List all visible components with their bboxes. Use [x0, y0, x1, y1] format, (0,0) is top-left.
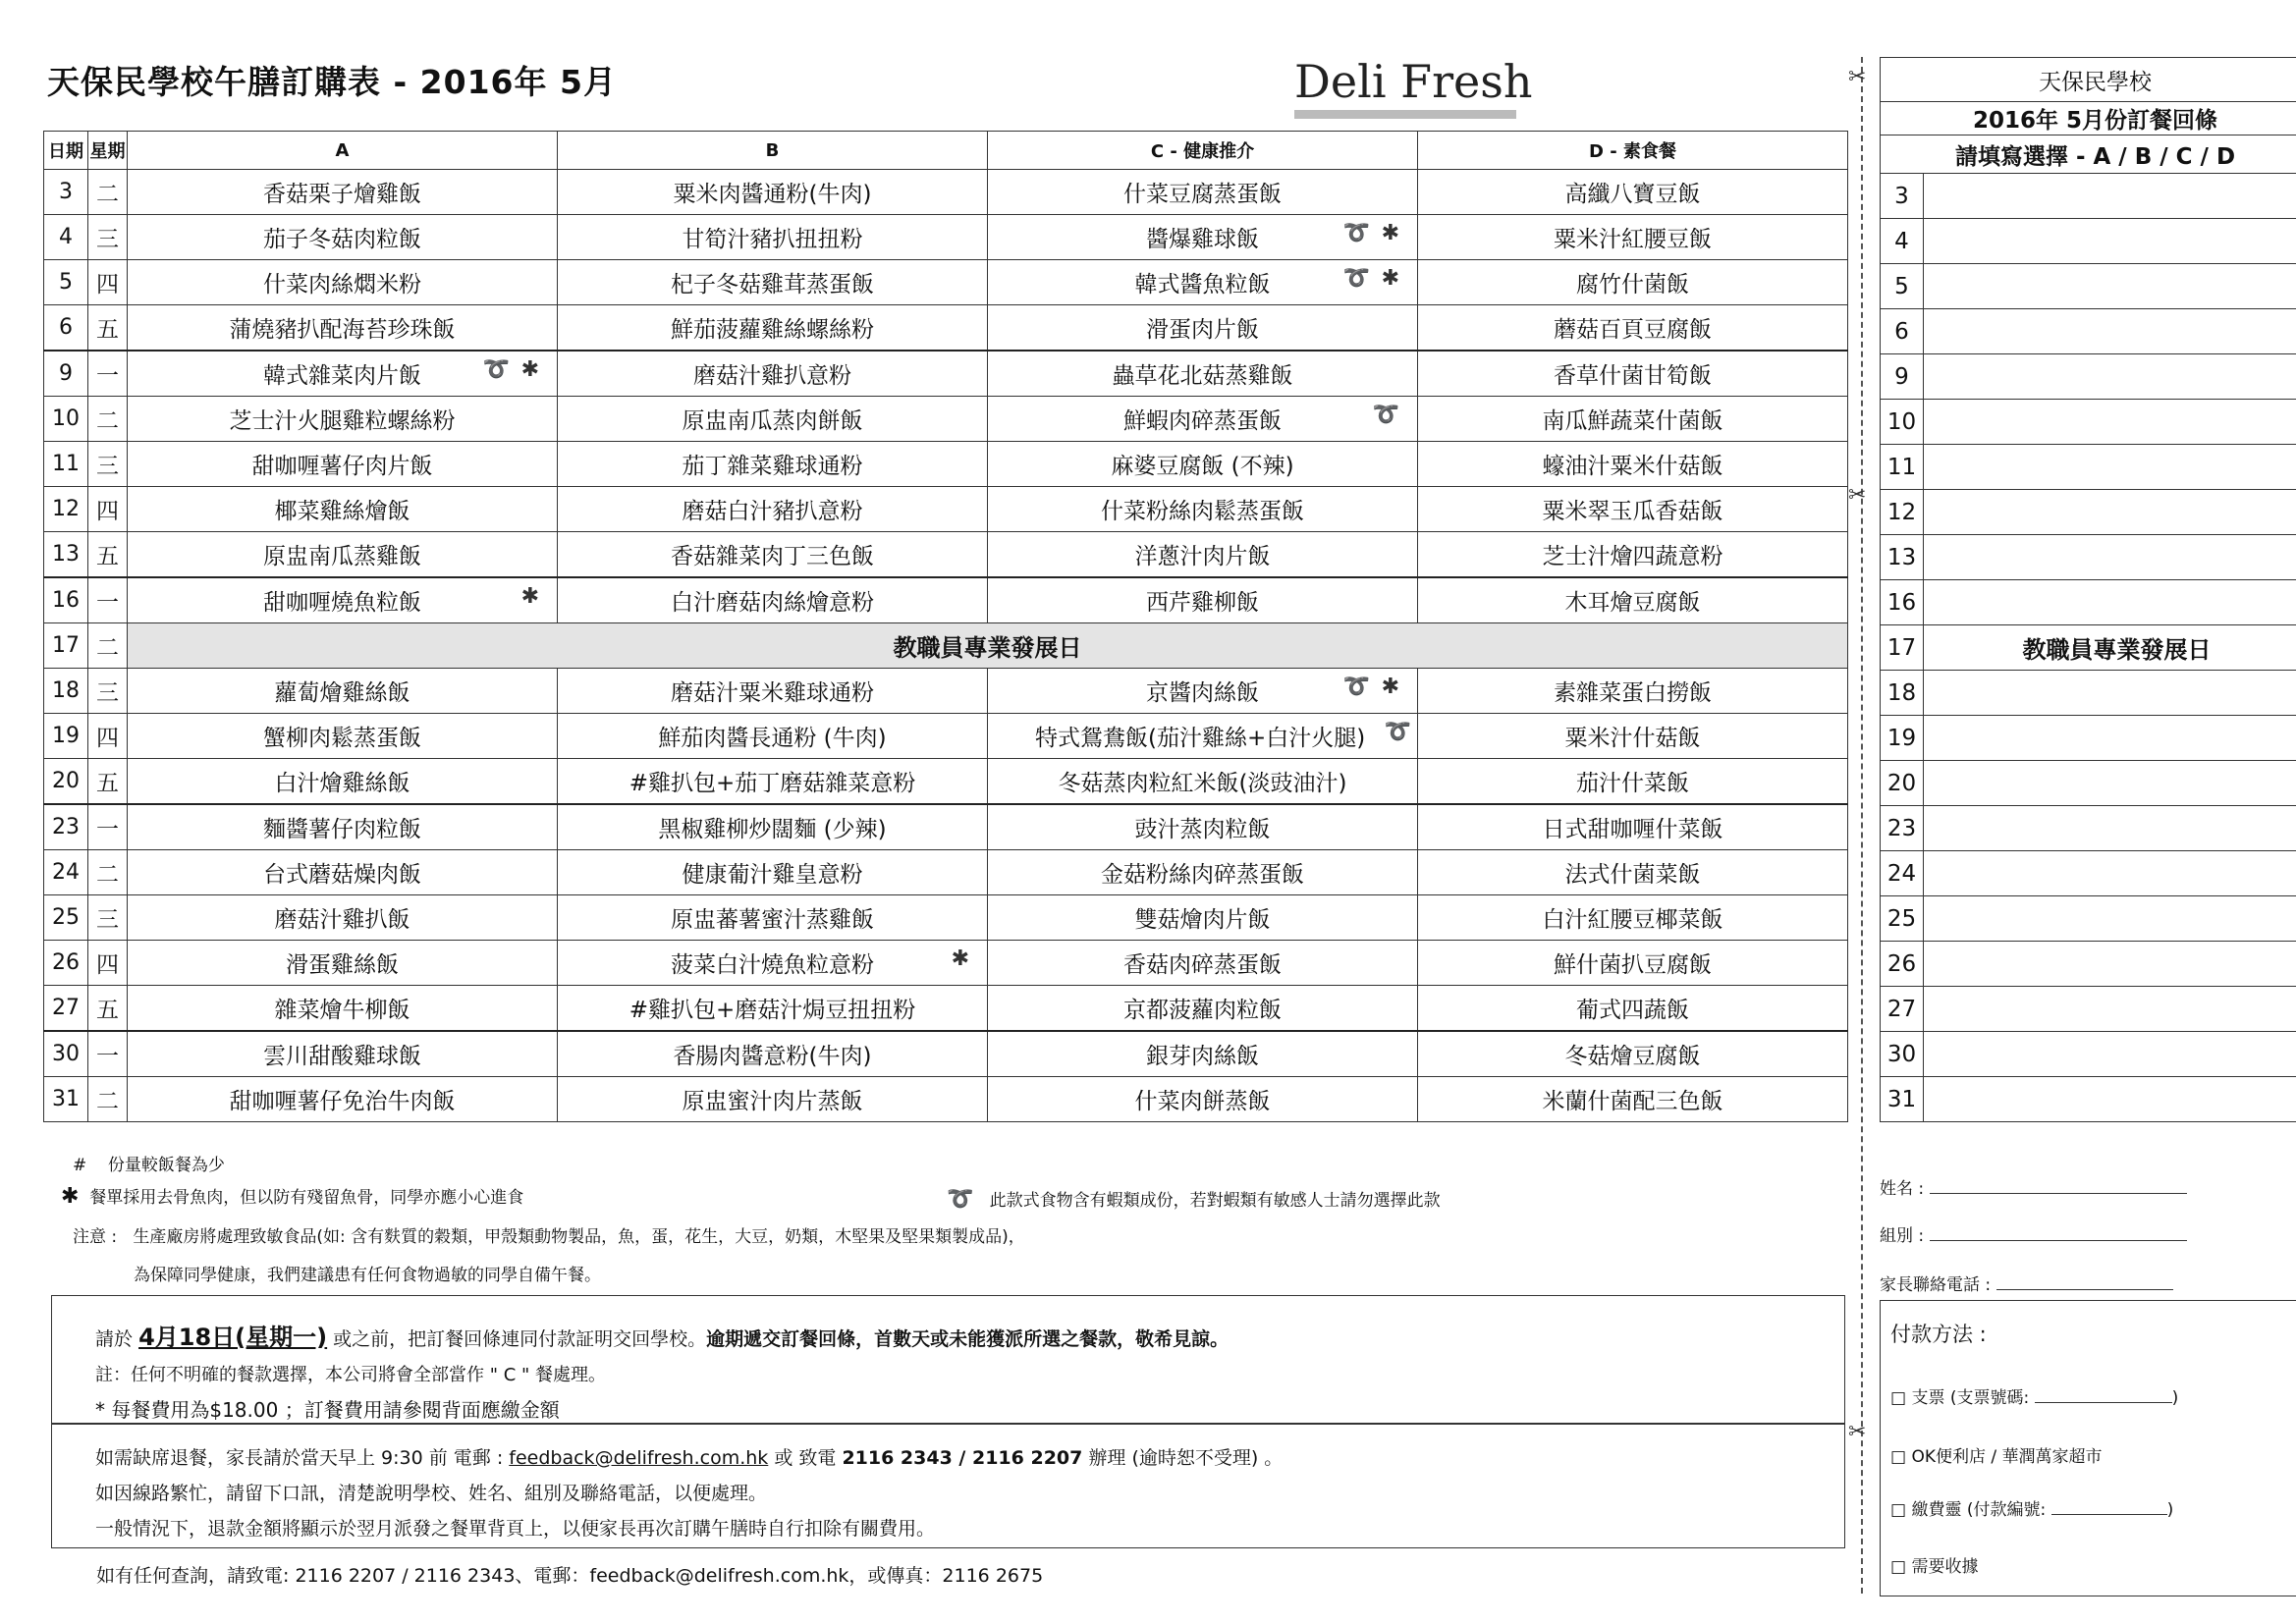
dish-d: 法式什菌菜飯 — [1418, 850, 1848, 895]
scissors-icon: ✂ — [1848, 65, 1867, 89]
reply-date: 3 — [1881, 174, 1924, 219]
reply-choice-field[interactable] — [1924, 716, 2296, 761]
table-row — [44, 714, 1848, 759]
dish-c-cell — [988, 215, 1418, 260]
date-cell: 9 — [44, 351, 88, 397]
table-row — [44, 941, 1848, 986]
order-instructions — [51, 1295, 1845, 1425]
dish-a: 韓式雜菜肉片飯 — [263, 363, 421, 389]
dish-a: 甜咖喱薯仔免治牛肉飯 — [128, 1077, 558, 1122]
refund-line-2: 如因線路繁忙，請留下口訊，清楚說明學校、姓名、組別及聯絡電話，以便處理。 — [95, 1483, 768, 1504]
header-d: D - 素食餐 — [1418, 132, 1848, 170]
reply-date: 4 — [1881, 219, 1924, 264]
dish-a: 蒲燒豬扒配海苔珍珠飯 — [128, 305, 558, 352]
dish-c: 洋蔥汁肉片飯 — [988, 532, 1418, 578]
reply-choice-field[interactable] — [1924, 219, 2296, 264]
dish-c: 西芹雞柳飯 — [988, 577, 1418, 623]
date-cell: 20 — [44, 759, 88, 805]
shrimp-icon: ➰ — [1342, 266, 1370, 291]
table-row — [44, 669, 1848, 714]
dish-b: 香腸肉醬意粉(牛肉) — [558, 1031, 988, 1077]
dish-b: 菠菜白汁燒魚粒意粉 — [671, 952, 874, 978]
reply-choice-field[interactable] — [1924, 761, 2296, 806]
deadline-pre: 請於 — [95, 1328, 134, 1350]
shrimp-icon: ➰ — [947, 1187, 974, 1212]
dish-c: 雙菇燴肉片飯 — [988, 895, 1418, 941]
reply-date: 18 — [1881, 671, 1924, 716]
dish-c: 金菇粉絲肉碎蒸蛋飯 — [988, 850, 1418, 895]
fish-icon: ✱ — [1381, 221, 1399, 245]
reply-date: 12 — [1881, 490, 1924, 535]
dish-b: 原盅南瓜蒸肉餅飯 — [558, 397, 988, 442]
dish-c-cell — [988, 397, 1418, 442]
date-cell: 24 — [44, 850, 88, 895]
day-cell: 三 — [88, 215, 128, 260]
dish-d: 芝士汁燴四蔬意粉 — [1418, 532, 1848, 578]
payment-option-label: 繳費靈 (付款編號: — [1911, 1500, 2047, 1520]
reply-choice-field[interactable] — [1924, 309, 2296, 354]
reply-choice-field[interactable] — [1924, 580, 2296, 625]
reply-date: 26 — [1881, 942, 1924, 987]
table-row — [44, 305, 1848, 352]
dish-a: 雜菜燴牛柳飯 — [128, 986, 558, 1032]
shrimp-icon: ➰ — [1372, 403, 1399, 427]
day-cell: 五 — [88, 532, 128, 578]
reply-date: 25 — [1881, 896, 1924, 942]
dish-d: 高纖八寶豆飯 — [1418, 170, 1848, 215]
dish-c: 韓式醬魚粒飯 — [1134, 272, 1271, 298]
day-cell: 三 — [88, 442, 128, 487]
payment-option-label: 支票 (支票號碼: — [1911, 1388, 2030, 1408]
table-row — [44, 1077, 1848, 1122]
dish-b-cell — [558, 941, 988, 986]
dish-d: 葡式四蔬飯 — [1418, 986, 1848, 1032]
header-a: A — [128, 132, 558, 170]
scissors-icon: ✂ — [1848, 483, 1867, 508]
refund-mid: 或 致電 — [774, 1447, 837, 1469]
dish-a: 蟹柳肉鬆蒸蛋飯 — [128, 714, 558, 759]
fish-note: 餐單採用去骨魚肉，但以防有殘留魚骨，同學亦應小心進食 — [89, 1188, 524, 1208]
dish-a: 雲川甜酸雞球飯 — [128, 1031, 558, 1077]
reply-date: 31 — [1881, 1077, 1924, 1122]
dish-a: 甜咖喱燒魚粒飯 — [263, 590, 421, 616]
date-cell: 16 — [44, 577, 88, 623]
shrimp-icon: ➰ — [1384, 720, 1411, 744]
table-row — [44, 532, 1848, 578]
table-row — [44, 895, 1848, 941]
reply-date: 16 — [1881, 580, 1924, 625]
date-cell: 17 — [44, 623, 88, 669]
table-row — [44, 759, 1848, 805]
reply-holiday: 教職員專業發展日 — [1924, 625, 2296, 671]
reply-date: 19 — [1881, 716, 1924, 761]
paren-close: ) — [2166, 1500, 2174, 1520]
date-cell: 10 — [44, 397, 88, 442]
group-label: 組別 : — [1880, 1226, 1925, 1246]
dish-a: 椰菜雞絲燴飯 — [128, 487, 558, 532]
reply-choice-field[interactable] — [1924, 400, 2296, 445]
dish-c: 豉汁蒸肉粒飯 — [988, 804, 1418, 850]
shrimp-icon: ➰ — [1342, 675, 1370, 699]
date-cell: 3 — [44, 170, 88, 215]
payment-option-pps[interactable] — [1890, 1495, 2173, 1520]
contact-info: 如有任何查詢，請致電: 2116 2207 / 2116 2343、電郵：feedback@delifresh.com.hk，或傳真：2116 2675 — [96, 1565, 1044, 1587]
header-date: 日期 — [44, 132, 88, 170]
dish-c: 什菜粉絲肉鬆蒸蛋飯 — [988, 487, 1418, 532]
table-row — [44, 215, 1848, 260]
hash-note: 份量較飯餐為少 — [107, 1156, 225, 1175]
dish-c: 銀芽肉絲飯 — [988, 1031, 1418, 1077]
day-cell: 一 — [88, 1031, 128, 1077]
holiday-text: 教職員專業發展日 — [128, 623, 1848, 669]
brand-underline — [1294, 110, 1516, 119]
date-cell: 25 — [44, 895, 88, 941]
day-cell: 一 — [88, 351, 128, 397]
deadline-mid: 或之前，把訂餐回條連同付款証明交回學校。 — [333, 1328, 707, 1350]
dish-b: 粟米肉醬通粉(牛肉) — [558, 170, 988, 215]
deadline-date: 4月18日(星期一) — [138, 1324, 328, 1351]
dish-d: 蠔油汁粟米什菇飯 — [1418, 442, 1848, 487]
fish-icon: ✱ — [1381, 675, 1399, 699]
shrimp-legend — [947, 1186, 1441, 1212]
fish-icon: ✱ — [951, 947, 969, 971]
reply-date: 30 — [1881, 1032, 1924, 1077]
payment-option-cheque[interactable] — [1890, 1383, 2178, 1408]
allergy-label: 注意 : — [73, 1227, 118, 1247]
cut-line — [1861, 57, 1863, 1594]
dish-b: 磨菇汁雞扒意粉 — [558, 351, 988, 397]
group-line — [1930, 1222, 2187, 1241]
holiday-row — [44, 623, 1848, 669]
dish-c: 什菜肉餅蒸飯 — [988, 1077, 1418, 1122]
checkbox-icon[interactable]: □ — [1890, 1557, 1907, 1577]
order-note: 註：任何不明確的餐款選擇，本公司將會全部當作 " C " 餐處理。 — [95, 1365, 607, 1385]
dish-c: 滑蛋肉片飯 — [988, 305, 1418, 352]
dish-b: 白汁磨菇肉絲燴意粉 — [558, 577, 988, 623]
date-cell: 31 — [44, 1077, 88, 1122]
dish-a: 茄子冬菇肉粒飯 — [128, 215, 558, 260]
day-cell: 一 — [88, 577, 128, 623]
dish-d: 茄汁什菜飯 — [1418, 759, 1848, 805]
shrimp-note: 此款式食物含有蝦類成份，若對蝦類有敏感人士請勿選擇此款 — [989, 1191, 1441, 1211]
checkbox-icon[interactable]: □ — [1890, 1447, 1907, 1467]
reply-date: 27 — [1881, 987, 1924, 1032]
date-cell: 4 — [44, 215, 88, 260]
allergy-note: 生產廠房將處理致敏食品(如: 含有麩質的穀類，甲殼類動物製品，魚，蛋，花生，大豆，奶類，木堅果及堅果類製成品)， — [133, 1227, 1025, 1247]
checkbox-icon[interactable]: □ — [1890, 1388, 1907, 1408]
reply-date: 24 — [1881, 851, 1924, 896]
dish-b: #雞扒包+茄丁磨菇雜菜意粉 — [558, 759, 988, 805]
dish-c-cell — [988, 714, 1418, 759]
dish-a: 什菜肉絲燜米粉 — [128, 260, 558, 305]
hash-symbol: # — [73, 1156, 87, 1175]
dish-d: 粟米汁什菇飯 — [1418, 714, 1848, 759]
fish-icon: ✱ — [520, 357, 539, 382]
dish-a: 蘿蔔燴雞絲飯 — [128, 669, 558, 714]
price-note: * 每餐費用為$18.00 ；訂餐費用請參閱背面應繳金額 — [95, 1398, 560, 1422]
cheque-number-line — [2035, 1386, 2172, 1403]
name-field[interactable] — [1880, 1174, 2187, 1199]
dish-c: 香菇肉碎蒸蛋飯 — [988, 941, 1418, 986]
allergy-notice — [73, 1222, 1025, 1247]
day-cell: 三 — [88, 669, 128, 714]
dish-b: 鮮茄菠蘿雞絲螺絲粉 — [558, 305, 988, 352]
dish-b: 磨菇汁粟米雞球通粉 — [558, 669, 988, 714]
dish-c: 京醬肉絲飯 — [1146, 680, 1259, 706]
dish-b: 茄丁雜菜雞球通粉 — [558, 442, 988, 487]
table-row — [44, 1031, 1848, 1077]
reply-choice-field[interactable] — [1924, 806, 2296, 851]
dish-a: 麵醬薯仔肉粒飯 — [128, 804, 558, 850]
date-cell: 27 — [44, 986, 88, 1032]
reply-slip-table — [1880, 57, 2296, 1122]
reply-date: 20 — [1881, 761, 1924, 806]
reply-choice-field[interactable] — [1924, 264, 2296, 309]
header-day: 星期 — [88, 132, 128, 170]
reply-date: 5 — [1881, 264, 1924, 309]
table-row — [44, 442, 1848, 487]
dish-d: 鮮什菌扒豆腐飯 — [1418, 941, 1848, 986]
table-row — [44, 260, 1848, 305]
menu-header-row — [44, 132, 1848, 170]
group-field[interactable] — [1880, 1221, 2187, 1246]
reply-choice-field[interactable] — [1924, 1077, 2296, 1122]
page-title: 天保民學校午膳訂購表 - 2016年 5月 — [47, 63, 617, 101]
deadline-line — [95, 1318, 1229, 1352]
pps-number-line — [2051, 1498, 2167, 1515]
fish-legend — [61, 1183, 523, 1209]
day-cell: 二 — [88, 623, 128, 669]
dish-c: 鮮蝦肉碎蒸蛋飯 — [1123, 408, 1282, 434]
date-cell: 12 — [44, 487, 88, 532]
dish-a: 芝士汁火腿雞粒螺絲粉 — [128, 397, 558, 442]
reply-choice-field[interactable] — [1924, 490, 2296, 535]
date-cell: 19 — [44, 714, 88, 759]
dish-d: 冬菇燴豆腐飯 — [1418, 1031, 1848, 1077]
reply-date: 23 — [1881, 806, 1924, 851]
dish-a: 甜咖喱薯仔肉片飯 — [128, 442, 558, 487]
dish-b: 鮮茄肉醬長通粉 (牛肉) — [558, 714, 988, 759]
date-cell: 13 — [44, 532, 88, 578]
checkbox-icon[interactable]: □ — [1890, 1500, 1907, 1520]
dish-d: 南瓜鮮蔬菜什菌飯 — [1418, 397, 1848, 442]
reply-date: 17 — [1881, 625, 1924, 671]
reply-subtitle: 2016年 5月份訂餐回條 — [1881, 102, 2296, 135]
reply-school: 天保民學校 — [1881, 58, 2296, 102]
dish-d: 日式甜咖喱什菜飯 — [1418, 804, 1848, 850]
dish-b: 黑椒雞柳炒闊麵 (少辣) — [558, 804, 988, 850]
paren-close: ) — [2171, 1388, 2179, 1408]
dish-d: 木耳燴豆腐飯 — [1418, 577, 1848, 623]
phone-line — [1996, 1271, 2173, 1290]
reply-choice-field[interactable] — [1924, 1032, 2296, 1077]
dish-a-cell — [128, 577, 558, 623]
day-cell: 二 — [88, 170, 128, 215]
reply-choice-field[interactable] — [1924, 851, 2296, 896]
header-c: C - 健康推介 — [988, 132, 1418, 170]
dish-b: #雞扒包+磨菇汁焗豆扭扭粉 — [558, 986, 988, 1032]
refund-pre: 如需缺席退餐，家長請於當天早上 9:30 前 電郵 : — [95, 1447, 504, 1469]
payment-option-store[interactable] — [1890, 1442, 2103, 1467]
hash-legend — [73, 1151, 225, 1175]
day-cell: 四 — [88, 487, 128, 532]
dish-d: 白汁紅腰豆椰菜飯 — [1418, 895, 1848, 941]
dish-c-cell — [988, 260, 1418, 305]
payment-method-box — [1880, 1300, 2296, 1596]
dish-c: 醬爆雞球飯 — [1146, 227, 1259, 252]
dish-b: 磨菇白汁豬扒意粉 — [558, 487, 988, 532]
day-cell: 一 — [88, 804, 128, 850]
date-cell: 6 — [44, 305, 88, 352]
allergy-note-2: 為保障同學健康，我們建議患有任何食物過敏的同學自備午餐。 — [134, 1266, 601, 1285]
menu-table — [43, 131, 1848, 1122]
phone-label: 家長聯絡電話 : — [1880, 1275, 1992, 1295]
dish-b: 原盅蜜汁肉片蒸飯 — [558, 1077, 988, 1122]
payment-option-label: 需要收據 — [1911, 1557, 1979, 1577]
dish-a: 磨菇汁雞扒飯 — [128, 895, 558, 941]
dish-a: 白汁燴雞絲飯 — [128, 759, 558, 805]
refund-phones: 2116 2343 / 2116 2207 — [842, 1447, 1083, 1469]
refund-line-3: 一般情況下，退款金額將顯示於翌月派發之餐單背頁上，以便家長再次訂購午膳時自行扣除有關費用。 — [95, 1518, 936, 1540]
reply-choice-field[interactable] — [1924, 535, 2296, 580]
dish-c-cell — [988, 669, 1418, 714]
reply-date: 13 — [1881, 535, 1924, 580]
day-cell: 五 — [88, 759, 128, 805]
dish-c: 冬菇蒸肉粒紅米飯(淡豉油汁) — [988, 759, 1418, 805]
dish-b: 杞子冬菇雞茸蒸蛋飯 — [558, 260, 988, 305]
reply-choice-field[interactable] — [1924, 671, 2296, 716]
reply-choice-field[interactable] — [1924, 445, 2296, 490]
day-cell: 四 — [88, 714, 128, 759]
dish-c: 京都菠蘿肉粒飯 — [988, 986, 1418, 1032]
refund-line-1 — [95, 1443, 1283, 1470]
dish-d: 粟米翠玉瓜香菇飯 — [1418, 487, 1848, 532]
payment-title: 付款方法 : — [1890, 1323, 1987, 1346]
dish-b: 原盅蕃薯蜜汁蒸雞飯 — [558, 895, 988, 941]
table-row — [44, 850, 1848, 895]
refund-email-link[interactable]: feedback@delifresh.com.hk — [509, 1447, 769, 1469]
date-cell: 26 — [44, 941, 88, 986]
day-cell: 四 — [88, 260, 128, 305]
day-cell: 二 — [88, 1077, 128, 1122]
day-cell: 二 — [88, 850, 128, 895]
reply-date: 11 — [1881, 445, 1924, 490]
brand-logo: Deli Fresh — [1294, 55, 1533, 108]
payment-option-label: OK便利店 / 華潤萬家超市 — [1911, 1447, 2103, 1467]
date-cell: 23 — [44, 804, 88, 850]
date-cell: 30 — [44, 1031, 88, 1077]
reply-date: 9 — [1881, 354, 1924, 400]
table-row — [44, 170, 1848, 215]
dish-d: 米蘭什菌配三色飯 — [1418, 1077, 1848, 1122]
day-cell: 二 — [88, 397, 128, 442]
table-row — [44, 351, 1848, 397]
dish-a: 原盅南瓜蒸雞飯 — [128, 532, 558, 578]
dish-d: 素雜菜蛋白撈飯 — [1418, 669, 1848, 714]
day-cell: 五 — [88, 305, 128, 352]
table-row — [44, 397, 1848, 442]
name-line — [1930, 1175, 2187, 1194]
shrimp-icon: ➰ — [1342, 221, 1370, 245]
reply-date: 10 — [1881, 400, 1924, 445]
reply-choice-field[interactable] — [1924, 354, 2296, 400]
reply-choice-field[interactable] — [1924, 987, 2296, 1032]
scissors-icon: ✂ — [1848, 1420, 1867, 1444]
dish-d: 蘑菇百頁豆腐飯 — [1418, 305, 1848, 352]
payment-option-receipt[interactable] — [1890, 1552, 1978, 1577]
refund-instructions — [51, 1423, 1845, 1548]
fish-icon: ✱ — [61, 1184, 80, 1209]
dish-d: 粟米汁紅腰豆飯 — [1418, 215, 1848, 260]
dish-c: 蟲草花北菇蒸雞飯 — [988, 351, 1418, 397]
table-row — [44, 487, 1848, 532]
dish-b: 甘筍汁豬扒扭扭粉 — [558, 215, 988, 260]
dish-b: 健康葡汁雞皇意粉 — [558, 850, 988, 895]
day-cell: 五 — [88, 986, 128, 1032]
phone-field[interactable] — [1880, 1271, 2173, 1295]
refund-tail: 辦理 (逾時恕不受理) 。 — [1088, 1447, 1284, 1469]
dish-c: 特式鴛鴦飯(茄汁雞絲+白汁火腿) — [1035, 726, 1366, 751]
table-row — [44, 577, 1848, 623]
dish-a-cell — [128, 351, 558, 397]
date-cell: 5 — [44, 260, 88, 305]
dish-a: 滑蛋雞絲飯 — [128, 941, 558, 986]
header-b: B — [558, 132, 988, 170]
day-cell: 三 — [88, 895, 128, 941]
dish-c: 什菜豆腐蒸蛋飯 — [988, 170, 1418, 215]
fish-icon: ✱ — [520, 584, 539, 609]
reply-choice-field[interactable] — [1924, 896, 2296, 942]
dish-d: 香草什菌甘筍飯 — [1418, 351, 1848, 397]
date-cell: 18 — [44, 669, 88, 714]
table-row — [44, 804, 1848, 850]
name-label: 姓名 : — [1880, 1179, 1925, 1199]
reply-choice-field[interactable] — [1924, 174, 2296, 219]
reply-instruction: 請填寫選擇 - A / B / C / D — [1881, 135, 2296, 174]
shrimp-icon: ➰ — [482, 357, 510, 382]
dish-c: 麻婆豆腐飯 (不辣) — [988, 442, 1418, 487]
dish-d: 腐竹什菌飯 — [1418, 260, 1848, 305]
table-row — [44, 986, 1848, 1032]
reply-choice-field[interactable] — [1924, 942, 2296, 987]
date-cell: 11 — [44, 442, 88, 487]
dish-b: 香菇雜菜肉丁三色飯 — [558, 532, 988, 578]
reply-date: 6 — [1881, 309, 1924, 354]
dish-a: 香菇栗子燴雞飯 — [128, 170, 558, 215]
fish-icon: ✱ — [1381, 266, 1399, 291]
day-cell: 四 — [88, 941, 128, 986]
deadline-warning: 逾期遞交訂餐回條，首數天或未能獲派所選之餐款，敬希見諒。 — [706, 1328, 1230, 1350]
dish-a: 台式蘑菇燥肉飯 — [128, 850, 558, 895]
